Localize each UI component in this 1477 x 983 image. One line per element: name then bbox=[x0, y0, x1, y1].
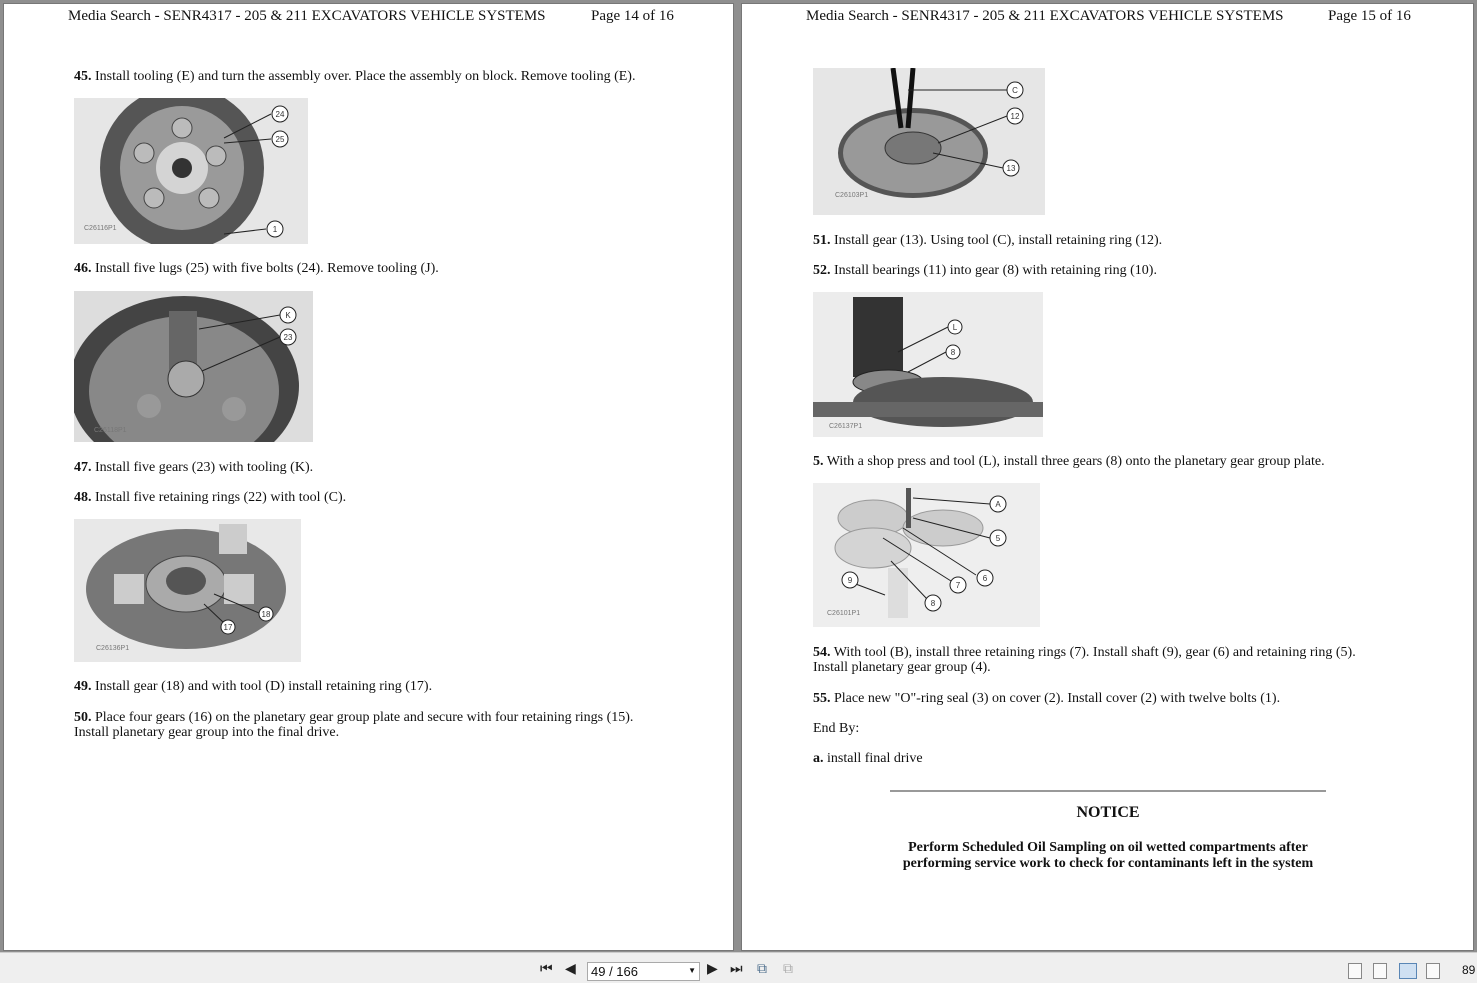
step-45: 45. Install tooling (E) and turn the assembly over. Place the assembly on block. Remove tooling (E). bbox=[74, 69, 636, 84]
svg-text:L: L bbox=[952, 323, 958, 332]
svg-text:6: 6 bbox=[982, 574, 988, 583]
page-number-value: 49 / 166 bbox=[591, 964, 638, 979]
page-header-title: Media Search - SENR4317 - 205 & 211 EXCAVATORS VEHICLE SYSTEMS bbox=[806, 8, 1284, 24]
figure-gear-plate bbox=[74, 519, 301, 662]
end-by-label: End By: bbox=[813, 721, 860, 736]
page-number: Page 14 of 16 bbox=[591, 8, 674, 24]
continuous-view-icon[interactable] bbox=[1373, 963, 1387, 979]
step-47: 47. Install five gears (23) with tooling (K). bbox=[74, 460, 314, 475]
svg-text:13: 13 bbox=[1006, 164, 1016, 173]
notice-title: NOTICE bbox=[1076, 804, 1140, 821]
page-number-select[interactable] bbox=[587, 962, 700, 981]
svg-text:7: 7 bbox=[955, 581, 961, 590]
figure-planetary-gears bbox=[813, 483, 1040, 627]
svg-text:17: 17 bbox=[223, 623, 233, 632]
figure-shop-press bbox=[813, 292, 1043, 437]
svg-text:23: 23 bbox=[283, 333, 293, 342]
svg-text:1: 1 bbox=[272, 225, 278, 234]
step-49: 49. Install gear (18) and with tool (D) install retaining ring (17). bbox=[74, 679, 433, 694]
page-number: Page 15 of 16 bbox=[1328, 8, 1411, 24]
step-55: 55. Place new "O"-ring seal (3) on cover (2). Install cover (2) with twelve bolts (1). bbox=[813, 691, 1281, 706]
single-page-view-icon[interactable] bbox=[1348, 963, 1362, 979]
svg-text:25: 25 bbox=[275, 135, 285, 144]
notice-line-1: Perform Scheduled Oil Sampling on oil wetted compartments after bbox=[908, 840, 1308, 855]
step-51: 51. Install gear (13). Using tool (C), install retaining ring (12). bbox=[813, 233, 1163, 248]
svg-text:C26118P1: C26118P1 bbox=[94, 427, 127, 434]
svg-text:C26103P1: C26103P1 bbox=[835, 192, 869, 199]
notice-box bbox=[890, 790, 1326, 872]
previous-page-icon[interactable]: ◀ bbox=[565, 961, 576, 977]
zoom-level[interactable]: 89 bbox=[1462, 963, 1476, 977]
previous-view-icon[interactable]: ⧉ bbox=[757, 961, 767, 977]
step-54: 54. With tool (B), install three retaining rings (7). Install shaft (9), gear (6) and retaining ring (5). Install planetary gear group (4). bbox=[813, 645, 1356, 675]
step-50: 50. Place four gears (16) on the planetary gear group plate and secure with four retaining rings (15). Install planetary gear group into the final drive. bbox=[74, 710, 634, 740]
svg-text:18: 18 bbox=[261, 610, 271, 619]
page-header-title: Media Search - SENR4317 - 205 & 211 EXCAVATORS VEHICLE SYSTEMS bbox=[68, 8, 546, 24]
step-48: 48. Install five retaining rings (22) with tool (C). bbox=[74, 490, 347, 505]
svg-text:24: 24 bbox=[275, 110, 285, 119]
svg-text:12: 12 bbox=[1010, 112, 1020, 121]
first-page-icon[interactable]: ⏮ bbox=[540, 961, 553, 977]
svg-text:8: 8 bbox=[950, 348, 956, 357]
last-page-icon[interactable]: ⏭ bbox=[730, 961, 743, 977]
figure-planetary-carrier bbox=[74, 98, 308, 244]
notice-line-2: performing service work to check for contaminants left in the system bbox=[902, 856, 1314, 871]
continuous-facing-view-icon[interactable] bbox=[1426, 963, 1440, 979]
svg-text:8: 8 bbox=[930, 599, 936, 608]
svg-text:9: 9 bbox=[847, 576, 853, 585]
step-53: 5. With a shop press and tool (L), install three gears (8) onto the planetary gear group plate. bbox=[813, 454, 1325, 469]
step-52: 52. Install bearings (11) into gear (8) with retaining ring (10). bbox=[813, 263, 1157, 278]
next-page-icon[interactable]: ▶ bbox=[707, 961, 718, 977]
end-by-item: a. install final drive bbox=[813, 751, 923, 766]
figure-ring-gear bbox=[74, 291, 313, 442]
next-view-icon[interactable]: ⧉ bbox=[783, 961, 793, 977]
bottom-toolbar bbox=[0, 952, 1477, 983]
svg-text:C26101P1: C26101P1 bbox=[827, 610, 861, 617]
svg-text:C26137P1: C26137P1 bbox=[829, 423, 863, 430]
svg-text:5: 5 bbox=[995, 534, 1001, 543]
svg-text:C26116P1: C26116P1 bbox=[84, 225, 117, 232]
figure-gear-retaining-ring bbox=[813, 68, 1045, 215]
chevron-down-icon: ▼ bbox=[688, 966, 696, 975]
svg-text:C26136P1: C26136P1 bbox=[96, 645, 130, 652]
facing-pages-view-icon[interactable] bbox=[1399, 963, 1417, 979]
step-46: 46. Install five lugs (25) with five bolts (24). Remove tooling (J). bbox=[74, 261, 439, 276]
svg-text:C: C bbox=[1012, 86, 1018, 95]
svg-text:K: K bbox=[285, 311, 291, 320]
svg-text:A: A bbox=[995, 500, 1001, 509]
